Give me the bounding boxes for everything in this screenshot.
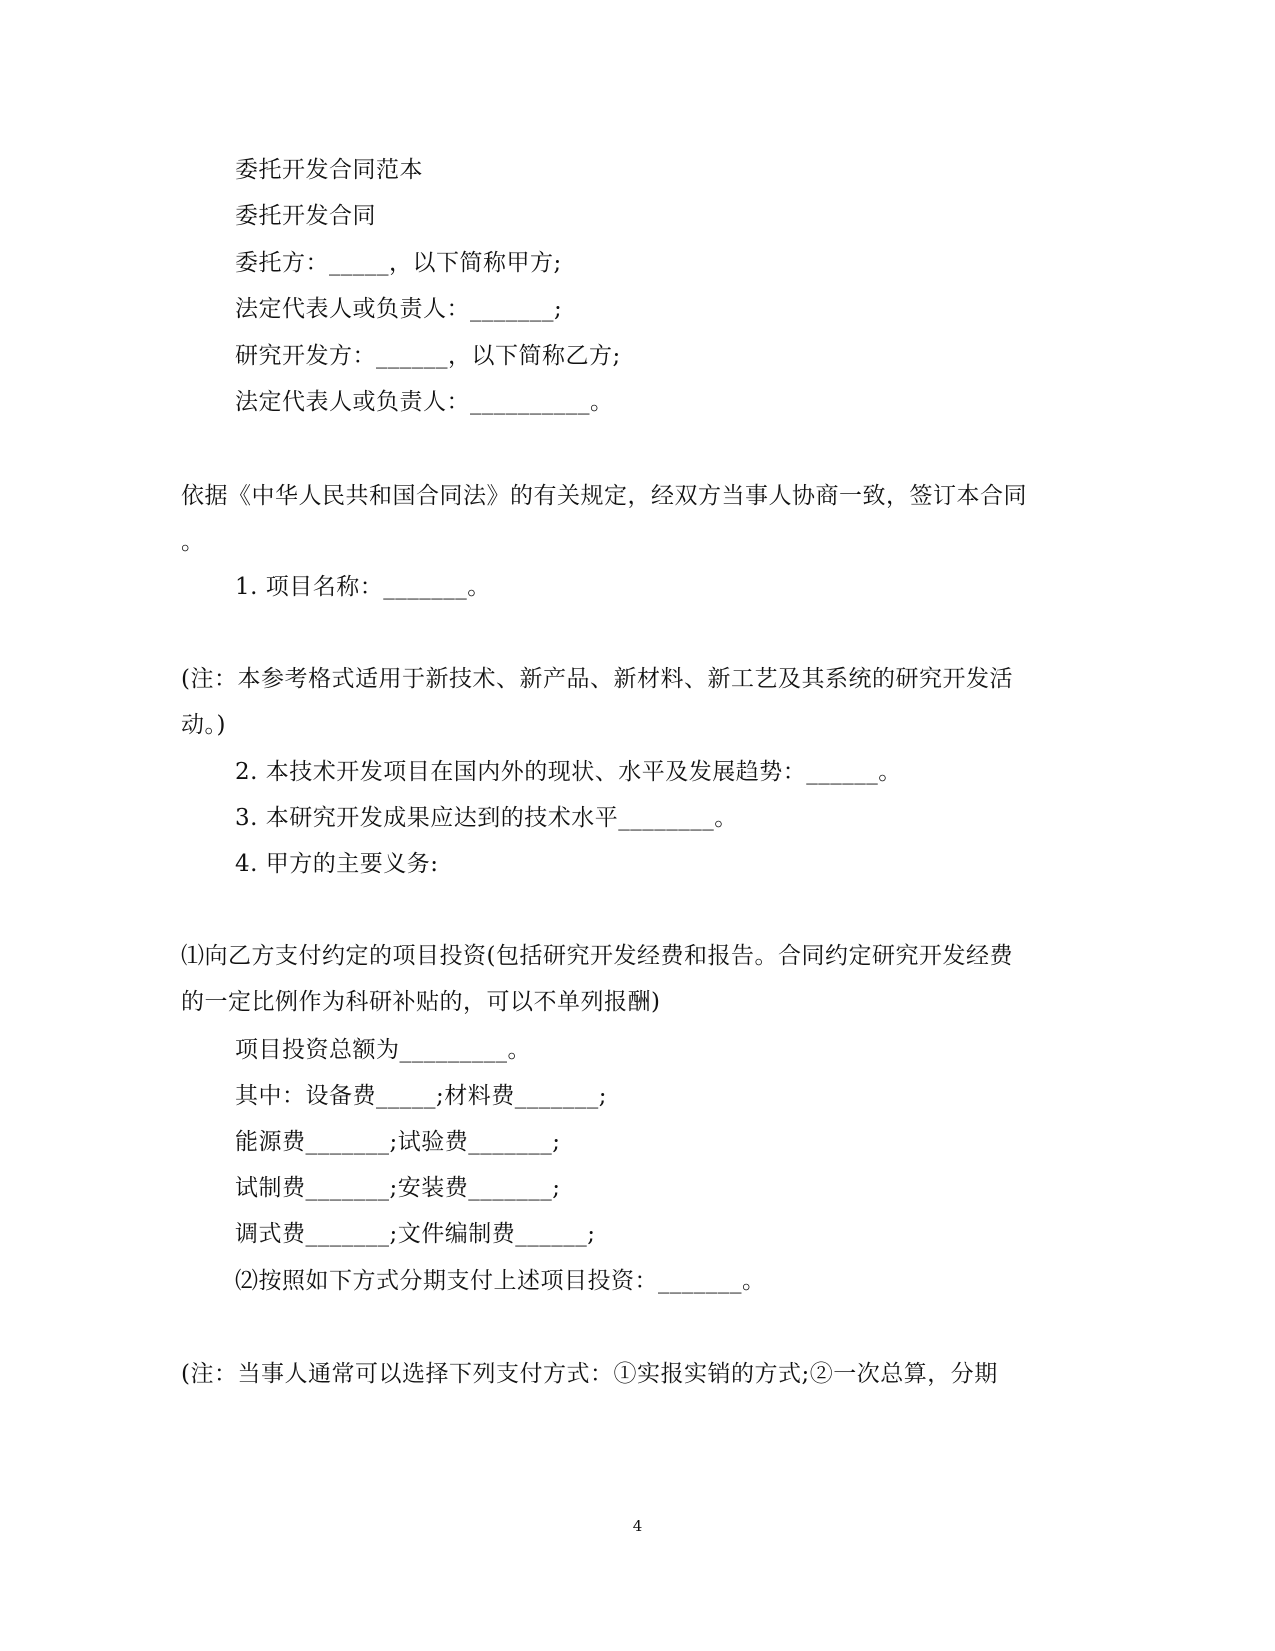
document-title: 委托开发合同范本 [235, 157, 423, 183]
note-paragraph: (注：本参考格式适用于新技术、新产品、新材料、新工艺及其系统的研究开发活 [181, 666, 1013, 692]
party-a-representative-line: 法定代表人或负责人：_______; [235, 296, 563, 322]
payment-note-paragraph: (注：当事人通常可以选择下列支付方式：①实报实销的方式;②一次总算，分期 [181, 1361, 998, 1387]
total-investment-line: 项目投资总额为_________。 [235, 1037, 531, 1063]
clause-3-technical-level: 3. 本研究开发成果应达到的技术水平________。 [235, 805, 738, 831]
cost-line-equipment-material: 其中：设备费_____;材料费_______; [235, 1083, 607, 1109]
clause-2-status: 2. 本技术开发项目在国内外的现状、水平及发展趋势：______。 [235, 759, 902, 785]
preamble-paragraph: 依据《中华人民共和国合同法》的有关规定，经双方当事人协商一致，签订本合同 [181, 483, 1027, 509]
party-a-line: 委托方：_____，以下简称甲方; [235, 250, 562, 276]
party-b-line: 研究开发方：______，以下简称乙方; [235, 343, 621, 369]
cost-line-trial-install: 试制费_______;安装费_______; [235, 1175, 561, 1201]
page-number: 4 [632, 1517, 643, 1535]
party-b-representative-line: 法定代表人或负责人：__________。 [235, 389, 614, 415]
duty-2-installment-line: ⑵按照如下方式分期支付上述项目投资：_______。 [235, 1268, 766, 1294]
cost-line-energy-test: 能源费_______;试验费_______; [235, 1129, 561, 1155]
duty-1-paragraph: ⑴向乙方支付约定的项目投资(包括研究开发经费和报告。合同约定研究开发经费 [181, 943, 1013, 969]
preamble-paragraph-end: 。 [181, 529, 205, 555]
cost-line-debug-docs: 调式费_______;文件编制费______; [235, 1221, 596, 1247]
duty-1-paragraph-end: 的一定比例作为科研补贴的，可以不单列报酬) [181, 989, 661, 1015]
clause-1-project-name: 1. 项目名称：_______。 [235, 574, 491, 600]
clause-4-party-a-duties: 4. 甲方的主要义务: [235, 851, 439, 877]
contract-heading: 委托开发合同 [235, 203, 376, 229]
note-paragraph-end: 动。) [181, 712, 226, 738]
